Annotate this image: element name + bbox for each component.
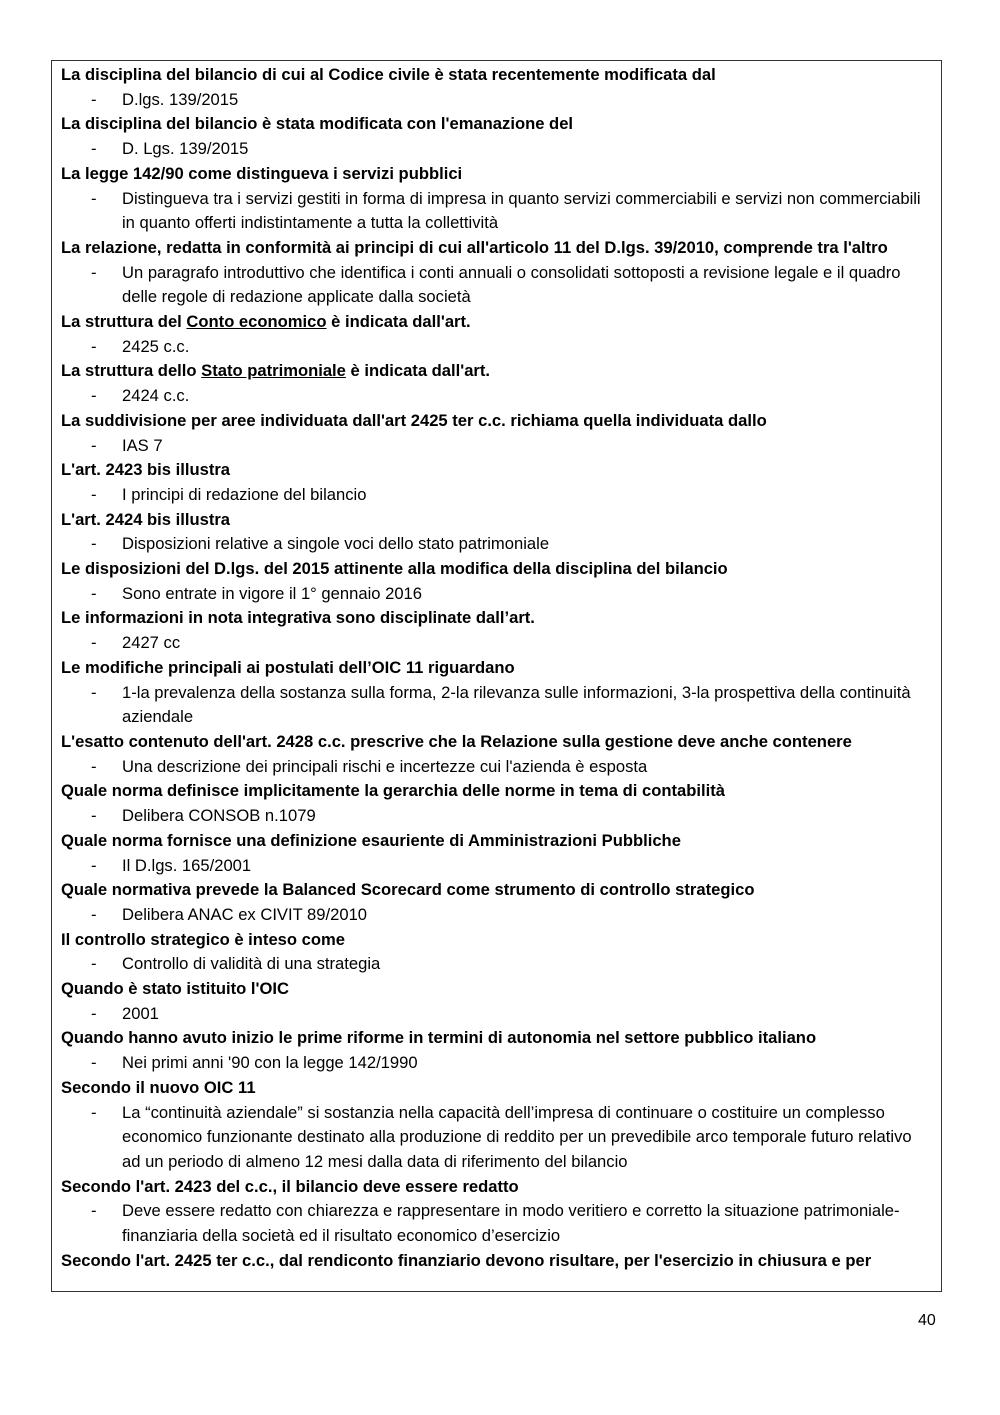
dash-bullet: - (91, 682, 97, 702)
question-text: è indicata dall'art. (345, 361, 491, 381)
answer (61, 335, 941, 360)
answer (61, 434, 941, 459)
dash-bullet: - (91, 1003, 97, 1023)
question: La relazione, redatta in conformità ai principi di cui all'articolo 11 del D.lgs. 39/2010, comprende tra l'altro (61, 237, 888, 257)
answer (61, 903, 941, 928)
answer (61, 483, 941, 508)
dash-bullet: - (91, 89, 97, 109)
dash-bullet: - (91, 633, 97, 653)
question: La legge 142/90 come distingueva i servizi pubblici (61, 163, 463, 183)
dash-bullet: - (91, 954, 97, 974)
answer-text: 2427 cc (122, 633, 181, 653)
question: L'esatto contenuto dell'art. 2428 c.c. prescrive che la Relazione sulla gestione deve anche contenere (61, 731, 852, 751)
answer (61, 1101, 941, 1175)
answer (61, 187, 941, 236)
answer-text: 2424 c.c. (122, 386, 190, 406)
answer-text: IAS 7 (122, 435, 163, 455)
answer (61, 384, 941, 409)
dash-bullet: - (91, 139, 97, 159)
answer (61, 582, 941, 607)
answer-text: Controllo di validità di una strategia (122, 954, 381, 974)
answer-text: Un paragrafo introduttivo che identifica i conti annuali o consolidati sottoposti a revisione legale e il quadro delle regole di redazione applicate dalla società (122, 262, 901, 307)
dash-bullet: - (91, 1053, 97, 1073)
answer (61, 88, 941, 113)
answer (61, 755, 941, 780)
question: L'art. 2423 bis illustra (61, 460, 231, 480)
qa-box (51, 60, 942, 1292)
answer (61, 1002, 941, 1027)
dash-bullet: - (91, 1201, 97, 1221)
answer-text: D. Lgs. 139/2015 (122, 139, 249, 159)
answer-text: 1-la prevalenza della sostanza sulla forma, 2-la rilevanza sulle informazioni, 3-la prospettiva della continuità aziendale (122, 682, 911, 727)
dash-bullet: - (91, 435, 97, 455)
dash-bullet: - (91, 484, 97, 504)
question (61, 359, 941, 384)
question-text: La struttura dello (61, 361, 202, 381)
question: Secondo l'art. 2423 del c.c., il bilancio deve essere redatto (61, 1176, 519, 1196)
page-number: 40 (918, 1312, 936, 1329)
answer (61, 532, 941, 557)
question: Le informazioni in nota integrativa sono disciplinate dall’art. (61, 608, 535, 628)
answer (61, 137, 941, 162)
answer (61, 854, 941, 879)
answer-text: Una descrizione dei principali rischi e incertezze cui l'azienda è esposta (122, 756, 648, 776)
answer-text: I principi di redazione del bilancio (122, 484, 367, 504)
question: Le disposizioni del D.lgs. del 2015 attinente alla modifica della disciplina del bilancio (61, 559, 728, 579)
dash-bullet: - (91, 534, 97, 554)
answer-text: D.lgs. 139/2015 (122, 89, 239, 109)
dash-bullet: - (91, 756, 97, 776)
underlined-term: Stato patrimoniale (201, 361, 346, 381)
dash-bullet: - (91, 583, 97, 603)
question: Secondo l'art. 2425 ter c.c., dal rendiconto finanziario devono risultare, per l'esercizio in chiusura e per (61, 1250, 872, 1270)
answer (61, 804, 941, 829)
dash-bullet: - (91, 1102, 97, 1122)
question: La disciplina del bilancio di cui al Codice civile è stata recentemente modificata dal (61, 65, 716, 84)
question: Quale norma definisce implicitamente la gerarchia delle norme in tema di contabilità (61, 781, 725, 801)
answer-text: Delibera CONSOB n.1079 (122, 806, 316, 826)
question: La disciplina del bilancio è stata modificata con l'emanazione del (61, 114, 574, 134)
answer-text: 2425 c.c. (122, 336, 190, 356)
answer-text: La “continuità aziendale” si sostanzia nella capacità dell’impresa di continuare o costituire un complesso economico funzionante destinato alla produzione di reddito per un prevedibile arco temporale futuro relativo ad un periodo di almeno 12 mesi dalla data di riferimento del bilancio (122, 1102, 912, 1171)
answer-text: Nei primi anni '90 con la legge 142/1990 (122, 1053, 418, 1073)
answer (61, 1051, 941, 1076)
question: Secondo il nuovo OIC 11 (61, 1077, 256, 1097)
answer (61, 261, 941, 310)
dash-bullet: - (91, 336, 97, 356)
answer-text: Il D.lgs. 165/2001 (122, 855, 252, 875)
answer-text: Sono entrate in vigore il 1° gennaio 2016 (122, 583, 423, 603)
question: Le modifiche principali ai postulati dell’OIC 11 riguardano (61, 657, 515, 677)
underlined-term: Conto economico (186, 312, 327, 332)
question: Quando è stato istituito l'OIC (61, 979, 289, 999)
answer (61, 952, 941, 977)
answer-text: 2001 (122, 1003, 159, 1023)
question: Quale normativa prevede la Balanced Scorecard come strumento di controllo strategico (61, 880, 755, 900)
question (61, 310, 941, 335)
answer-text: Delibera ANAC ex CIVIT 89/2010 (122, 904, 368, 924)
dash-bullet: - (91, 806, 97, 826)
question: Quando hanno avuto inizio le prime riforme in termini di autonomia nel settore pubblico italiano (61, 1028, 817, 1048)
dash-bullet: - (91, 855, 97, 875)
question: La suddivisione per aree individuata dall'art 2425 ter c.c. richiama quella individuata dallo (61, 410, 767, 430)
question: L'art. 2424 bis illustra (61, 509, 231, 529)
answer (61, 681, 941, 730)
dash-bullet: - (91, 188, 97, 208)
question: Il controllo strategico è inteso come (61, 929, 345, 949)
answer-text: Deve essere redatto con chiarezza e rappresentare in modo veritiero e corretto la situazione patrimoniale-finanziaria della società ed il risultato economico d’esercizio (122, 1201, 900, 1246)
dash-bullet: - (91, 386, 97, 406)
dash-bullet: - (91, 904, 97, 924)
dash-bullet: - (91, 262, 97, 282)
answer-text: Disposizioni relative a singole voci dello stato patrimoniale (122, 534, 550, 554)
question: Quale norma fornisce una definizione esauriente di Amministrazioni Pubbliche (61, 830, 681, 850)
question-text: La struttura del (61, 312, 187, 332)
question-text: è indicata dall'art. (326, 312, 471, 332)
answer (61, 631, 941, 656)
answer (61, 1199, 941, 1248)
answer-text: Distingueva tra i servizi gestiti in forma di impresa in quanto servizi commerciabili e servizi non commerciabili in quanto offerti indistintamente a tutta la collettività (122, 188, 921, 233)
